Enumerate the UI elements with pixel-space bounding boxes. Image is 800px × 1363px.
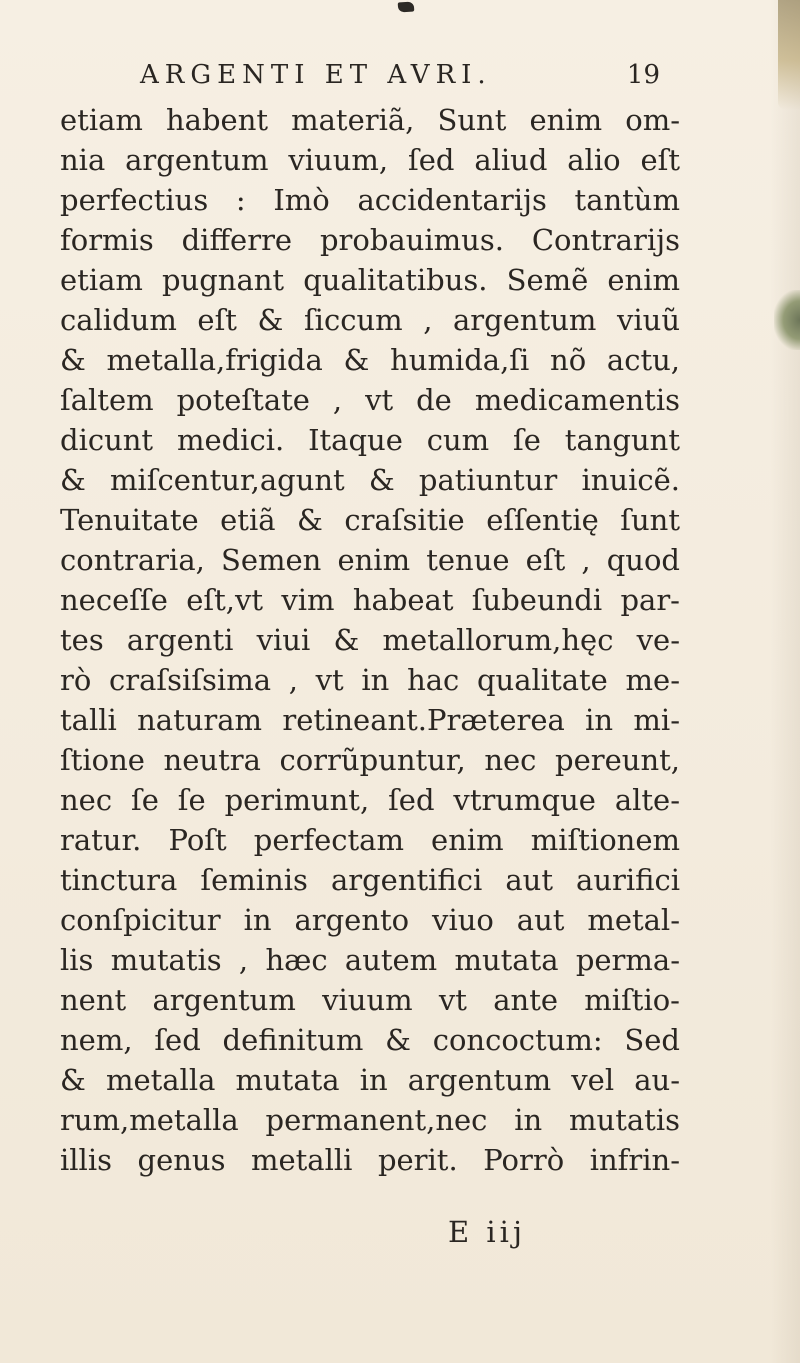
text-line: nec ſe ſe perimunt, ſed vtrumque alte-	[60, 783, 680, 817]
text-line: rum,metalla permanent,nec in mutatis	[60, 1103, 680, 1137]
text-line: lis mutatis , hæc autem mutata perma-	[60, 943, 680, 977]
text-line: Tenuitate etiã & craſsitie eſſentię ſunt	[60, 503, 680, 537]
text-line: perfectius : Imò accidentarijs tantùm	[60, 183, 680, 217]
text-line: tinctura ſeminis argentifici aut aurifici	[60, 863, 680, 897]
text-line: ſtione neutra corrũpuntur, nec pereunt,	[60, 743, 680, 777]
text-line: talli naturam retineant.Præterea in mi-	[60, 703, 680, 737]
text-line: conſpicitur in argento viuo aut metal-	[60, 903, 680, 937]
text-line: contraria, Semen enim tenue eſt , quod	[60, 543, 680, 577]
signature-mark: E iij	[448, 1215, 526, 1249]
text-line: neceſſe eſt,vt vim habeat ſubeundi par-	[60, 583, 680, 617]
text-line: etiam pugnant qualitatibus. Semẽ enim	[60, 263, 680, 297]
text-line: etiam habent materiã, Sunt enim om-	[60, 103, 680, 137]
edge-stain-middle	[774, 290, 800, 350]
text-line: formis differre probauimus. Contrarijs	[60, 223, 680, 257]
text-line: & metalla,frigida & humida,ſi nõ actu,	[60, 343, 680, 377]
text-line: rò craſsiſsima , vt in hac qualitate me-	[60, 663, 680, 697]
running-head	[140, 60, 660, 90]
page-edge-shadow	[770, 0, 800, 1363]
text-line: dicunt medici. Itaque cum ſe tangunt	[60, 423, 680, 457]
text-line: illis genus metalli perit. Porrò infrin-	[60, 1143, 680, 1177]
text-line: & miſcentur,agunt & patiuntur inuicẽ.	[60, 463, 680, 497]
ink-blot	[398, 1, 415, 12]
body-text	[60, 100, 680, 1180]
edge-stain-top	[778, 0, 800, 110]
text-line: nent argentum viuum vt ante miſtio-	[60, 983, 680, 1017]
text-line: & metalla mutata in argentum vel au-	[60, 1063, 680, 1097]
text-line: ſaltem poteſtate , vt de medicamentis	[60, 383, 680, 417]
text-line: nia argentum viuum, ſed aliud alio eſt	[60, 143, 680, 177]
running-head-title: ARGENTI ET AVRI.	[140, 60, 492, 90]
text-line: ratur. Poſt perfectam enim miſtionem	[60, 823, 680, 857]
page-number: 19	[626, 60, 660, 90]
text-line: tes argenti viui & metallorum,hęc ve-	[60, 623, 680, 657]
text-line: nem, ſed definitum & concoctum: Sed	[60, 1023, 680, 1057]
text-line: calidum eſt & ſiccum , argentum viuũ	[60, 303, 680, 337]
